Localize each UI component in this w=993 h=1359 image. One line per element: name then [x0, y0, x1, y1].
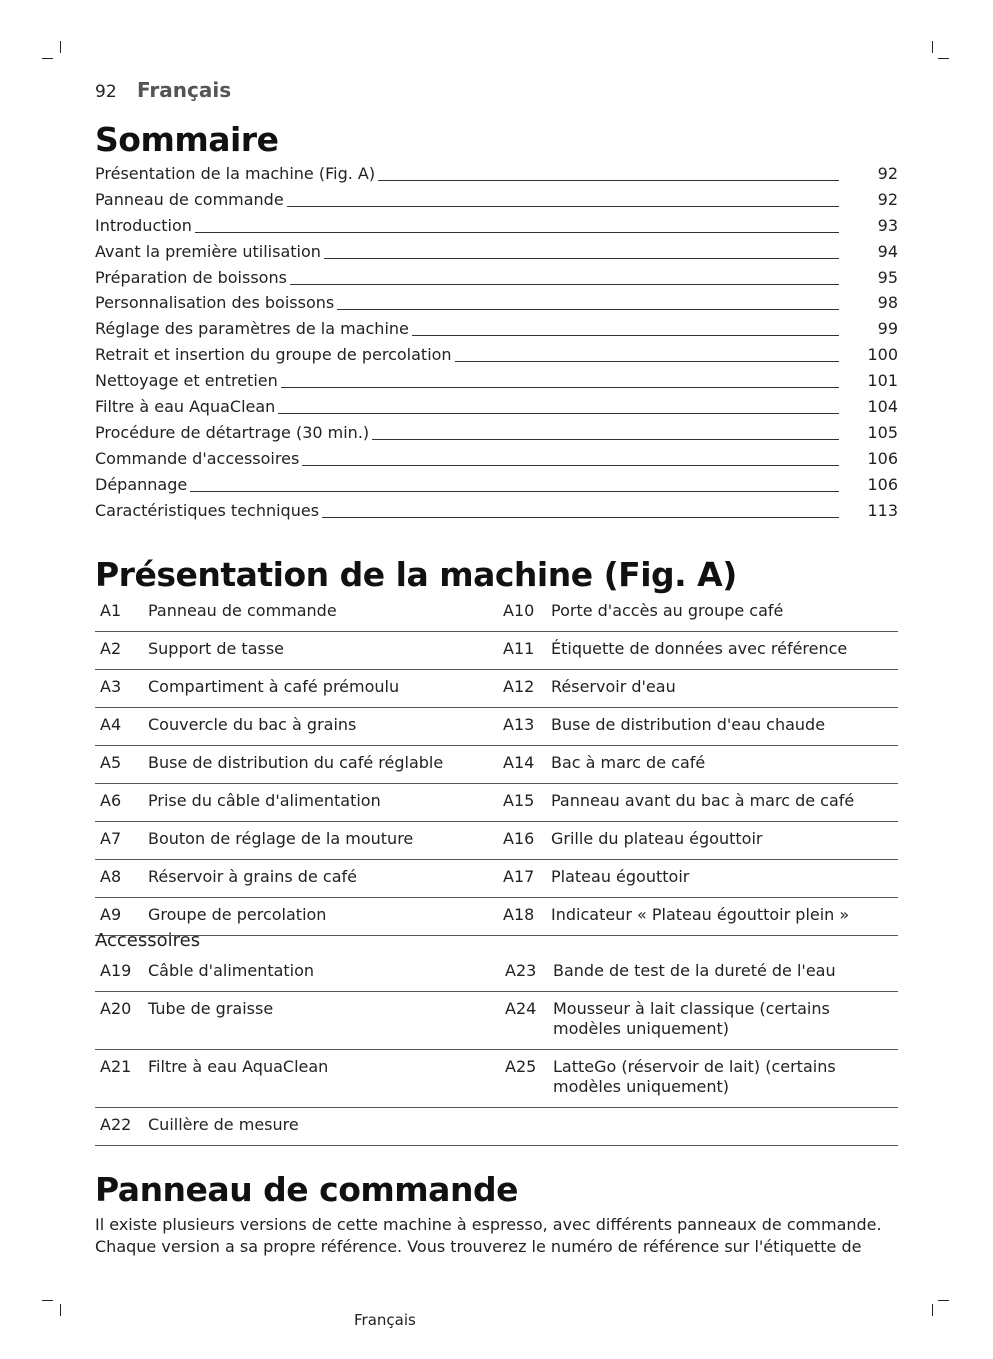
panneau-title: Panneau de commande — [95, 1170, 518, 1209]
part-code: A3 — [95, 670, 143, 708]
part-code: A14 — [498, 746, 546, 784]
table-row — [95, 708, 898, 746]
part-code: A21 — [95, 1050, 143, 1108]
crop-mark — [938, 58, 949, 59]
toc-entry-label: Filtre à eau AquaClean — [95, 394, 278, 420]
part-code: A17 — [498, 860, 546, 898]
toc-entry — [95, 368, 898, 394]
toc-entry — [95, 161, 898, 187]
toc-entry — [95, 394, 898, 420]
part-code: A16 — [498, 822, 546, 860]
toc-entry-label: Commande d'accessoires — [95, 446, 302, 472]
table-row — [95, 1108, 898, 1146]
toc-entry-page: 106 — [867, 474, 898, 494]
accessories-table — [95, 954, 898, 1146]
toc-entry — [95, 239, 898, 265]
toc-entry-page: 104 — [867, 397, 898, 417]
part-label: Porte d'accès au groupe café — [546, 594, 898, 632]
part-code: A18 — [498, 898, 546, 936]
part-code: A10 — [498, 594, 546, 632]
part-label — [548, 1108, 898, 1146]
toc-entry — [95, 290, 898, 316]
part-label: Réservoir à grains de café — [143, 860, 498, 898]
part-label: LatteGo (réservoir de lait) (certains modèles uniquement) — [548, 1050, 898, 1108]
page-footer: Français — [354, 1311, 416, 1329]
table-row — [95, 822, 898, 860]
toc-entry — [95, 187, 898, 213]
toc-leader-line — [95, 491, 839, 492]
part-label: Étiquette de données avec référence — [546, 632, 898, 670]
table-row — [95, 898, 898, 936]
part-code: A12 — [498, 670, 546, 708]
toc-leader-line — [95, 232, 839, 233]
part-code: A1 — [95, 594, 143, 632]
toc-entry — [95, 420, 898, 446]
table-of-contents — [95, 161, 898, 523]
part-label: Groupe de percolation — [143, 898, 498, 936]
panneau-paragraph: Il existe plusieurs versions de cette machine à espresso, avec différents panneaux de commande. Chaque version a sa propre référence. Vous trouverez le numéro de référence sur l'étiquette de — [95, 1215, 882, 1256]
part-code: A7 — [95, 822, 143, 860]
sommaire-title: Sommaire — [95, 120, 279, 159]
part-label: Filtre à eau AquaClean — [143, 1050, 500, 1108]
table-row — [95, 992, 898, 1050]
part-code: A19 — [95, 954, 143, 992]
part-label: Réservoir d'eau — [546, 670, 898, 708]
table-row — [95, 670, 898, 708]
crop-mark — [938, 1300, 949, 1301]
toc-entry-page: 99 — [877, 319, 898, 339]
part-label: Mousseur à lait classique (certains modèles uniquement) — [548, 992, 898, 1050]
table-row — [95, 746, 898, 784]
toc-entry — [95, 498, 898, 524]
part-label: Tube de graisse — [143, 992, 500, 1050]
table-row — [95, 784, 898, 822]
crop-mark — [42, 1300, 53, 1301]
part-code: A20 — [95, 992, 143, 1050]
part-code: A15 — [498, 784, 546, 822]
part-code: A6 — [95, 784, 143, 822]
part-label: Indicateur « Plateau égouttoir plein » — [546, 898, 898, 936]
table-row — [95, 594, 898, 632]
part-code: A25 — [500, 1050, 548, 1108]
table-row — [95, 632, 898, 670]
toc-entry — [95, 213, 898, 239]
part-code: A5 — [95, 746, 143, 784]
part-code: A22 — [95, 1108, 143, 1146]
table-row — [95, 860, 898, 898]
part-code: A2 — [95, 632, 143, 670]
part-label: Support de tasse — [143, 632, 498, 670]
toc-entry-label: Préparation de boissons — [95, 265, 290, 291]
toc-entry-label: Introduction — [95, 213, 195, 239]
part-label: Buse de distribution du café réglable — [143, 746, 498, 784]
toc-entry-page: 101 — [867, 371, 898, 391]
toc-entry-page: 92 — [877, 164, 898, 183]
toc-entry-label: Nettoyage et entretien — [95, 368, 281, 394]
toc-entry — [95, 265, 898, 291]
crop-mark — [60, 1304, 61, 1316]
accessoires-title: Accessoires — [95, 930, 201, 951]
presentation-title: Présentation de la machine (Fig. A) — [95, 555, 737, 594]
crop-mark — [932, 41, 933, 53]
page-number: 92 — [95, 82, 117, 102]
header-language: Français — [137, 78, 232, 102]
toc-entry-label: Caractéristiques techniques — [95, 498, 322, 524]
part-code: A4 — [95, 708, 143, 746]
toc-entry-page: 93 — [877, 215, 898, 235]
toc-entry-page: 105 — [867, 422, 898, 442]
toc-entry-label: Réglage des paramètres de la machine — [95, 316, 412, 342]
toc-entry-label: Retrait et insertion du groupe de percolation — [95, 342, 455, 368]
toc-entry — [95, 446, 898, 472]
toc-entry-page: 98 — [877, 293, 898, 313]
toc-entry-page: 94 — [877, 241, 898, 261]
machine-parts-table — [95, 594, 898, 936]
part-code: A24 — [500, 992, 548, 1050]
part-label: Panneau avant du bac à marc de café — [546, 784, 898, 822]
table-row — [95, 1050, 898, 1108]
part-label: Compartiment à café prémoulu — [143, 670, 498, 708]
toc-entry-label: Dépannage — [95, 472, 190, 498]
part-label: Bouton de réglage de la mouture — [143, 822, 498, 860]
part-label: Plateau égouttoir — [546, 860, 898, 898]
part-label: Grille du plateau égouttoir — [546, 822, 898, 860]
part-label: Buse de distribution d'eau chaude — [546, 708, 898, 746]
part-label: Panneau de commande — [143, 594, 498, 632]
crop-mark — [60, 41, 61, 53]
part-code: A9 — [95, 898, 143, 936]
toc-entry-label: Panneau de commande — [95, 187, 287, 213]
part-code — [500, 1108, 548, 1146]
toc-entry — [95, 342, 898, 368]
toc-entry-page: 106 — [867, 448, 898, 468]
crop-mark — [932, 1304, 933, 1316]
part-label: Bande de test de la dureté de l'eau — [548, 954, 898, 992]
toc-entry-label: Présentation de la machine (Fig. A) — [95, 161, 378, 187]
part-label: Bac à marc de café — [546, 746, 898, 784]
toc-entry-page: 92 — [877, 189, 898, 209]
part-code: A8 — [95, 860, 143, 898]
toc-entry-page: 95 — [877, 267, 898, 287]
crop-mark — [42, 58, 53, 59]
toc-entry-page: 113 — [867, 500, 898, 520]
part-code: A13 — [498, 708, 546, 746]
part-code: A23 — [500, 954, 548, 992]
toc-entry-label: Avant la première utilisation — [95, 239, 324, 265]
part-code: A11 — [498, 632, 546, 670]
toc-entry-label: Personnalisation des boissons — [95, 290, 337, 316]
part-label: Couvercle du bac à grains — [143, 708, 498, 746]
toc-entry-page: 100 — [867, 345, 898, 365]
toc-entry-label: Procédure de détartrage (30 min.) — [95, 420, 372, 446]
part-label: Prise du câble d'alimentation — [143, 784, 498, 822]
page-header — [95, 78, 231, 104]
part-label: Câble d'alimentation — [143, 954, 500, 992]
toc-entry — [95, 472, 898, 498]
table-row — [95, 954, 898, 992]
toc-entry — [95, 316, 898, 342]
part-label: Cuillère de mesure — [143, 1108, 500, 1146]
